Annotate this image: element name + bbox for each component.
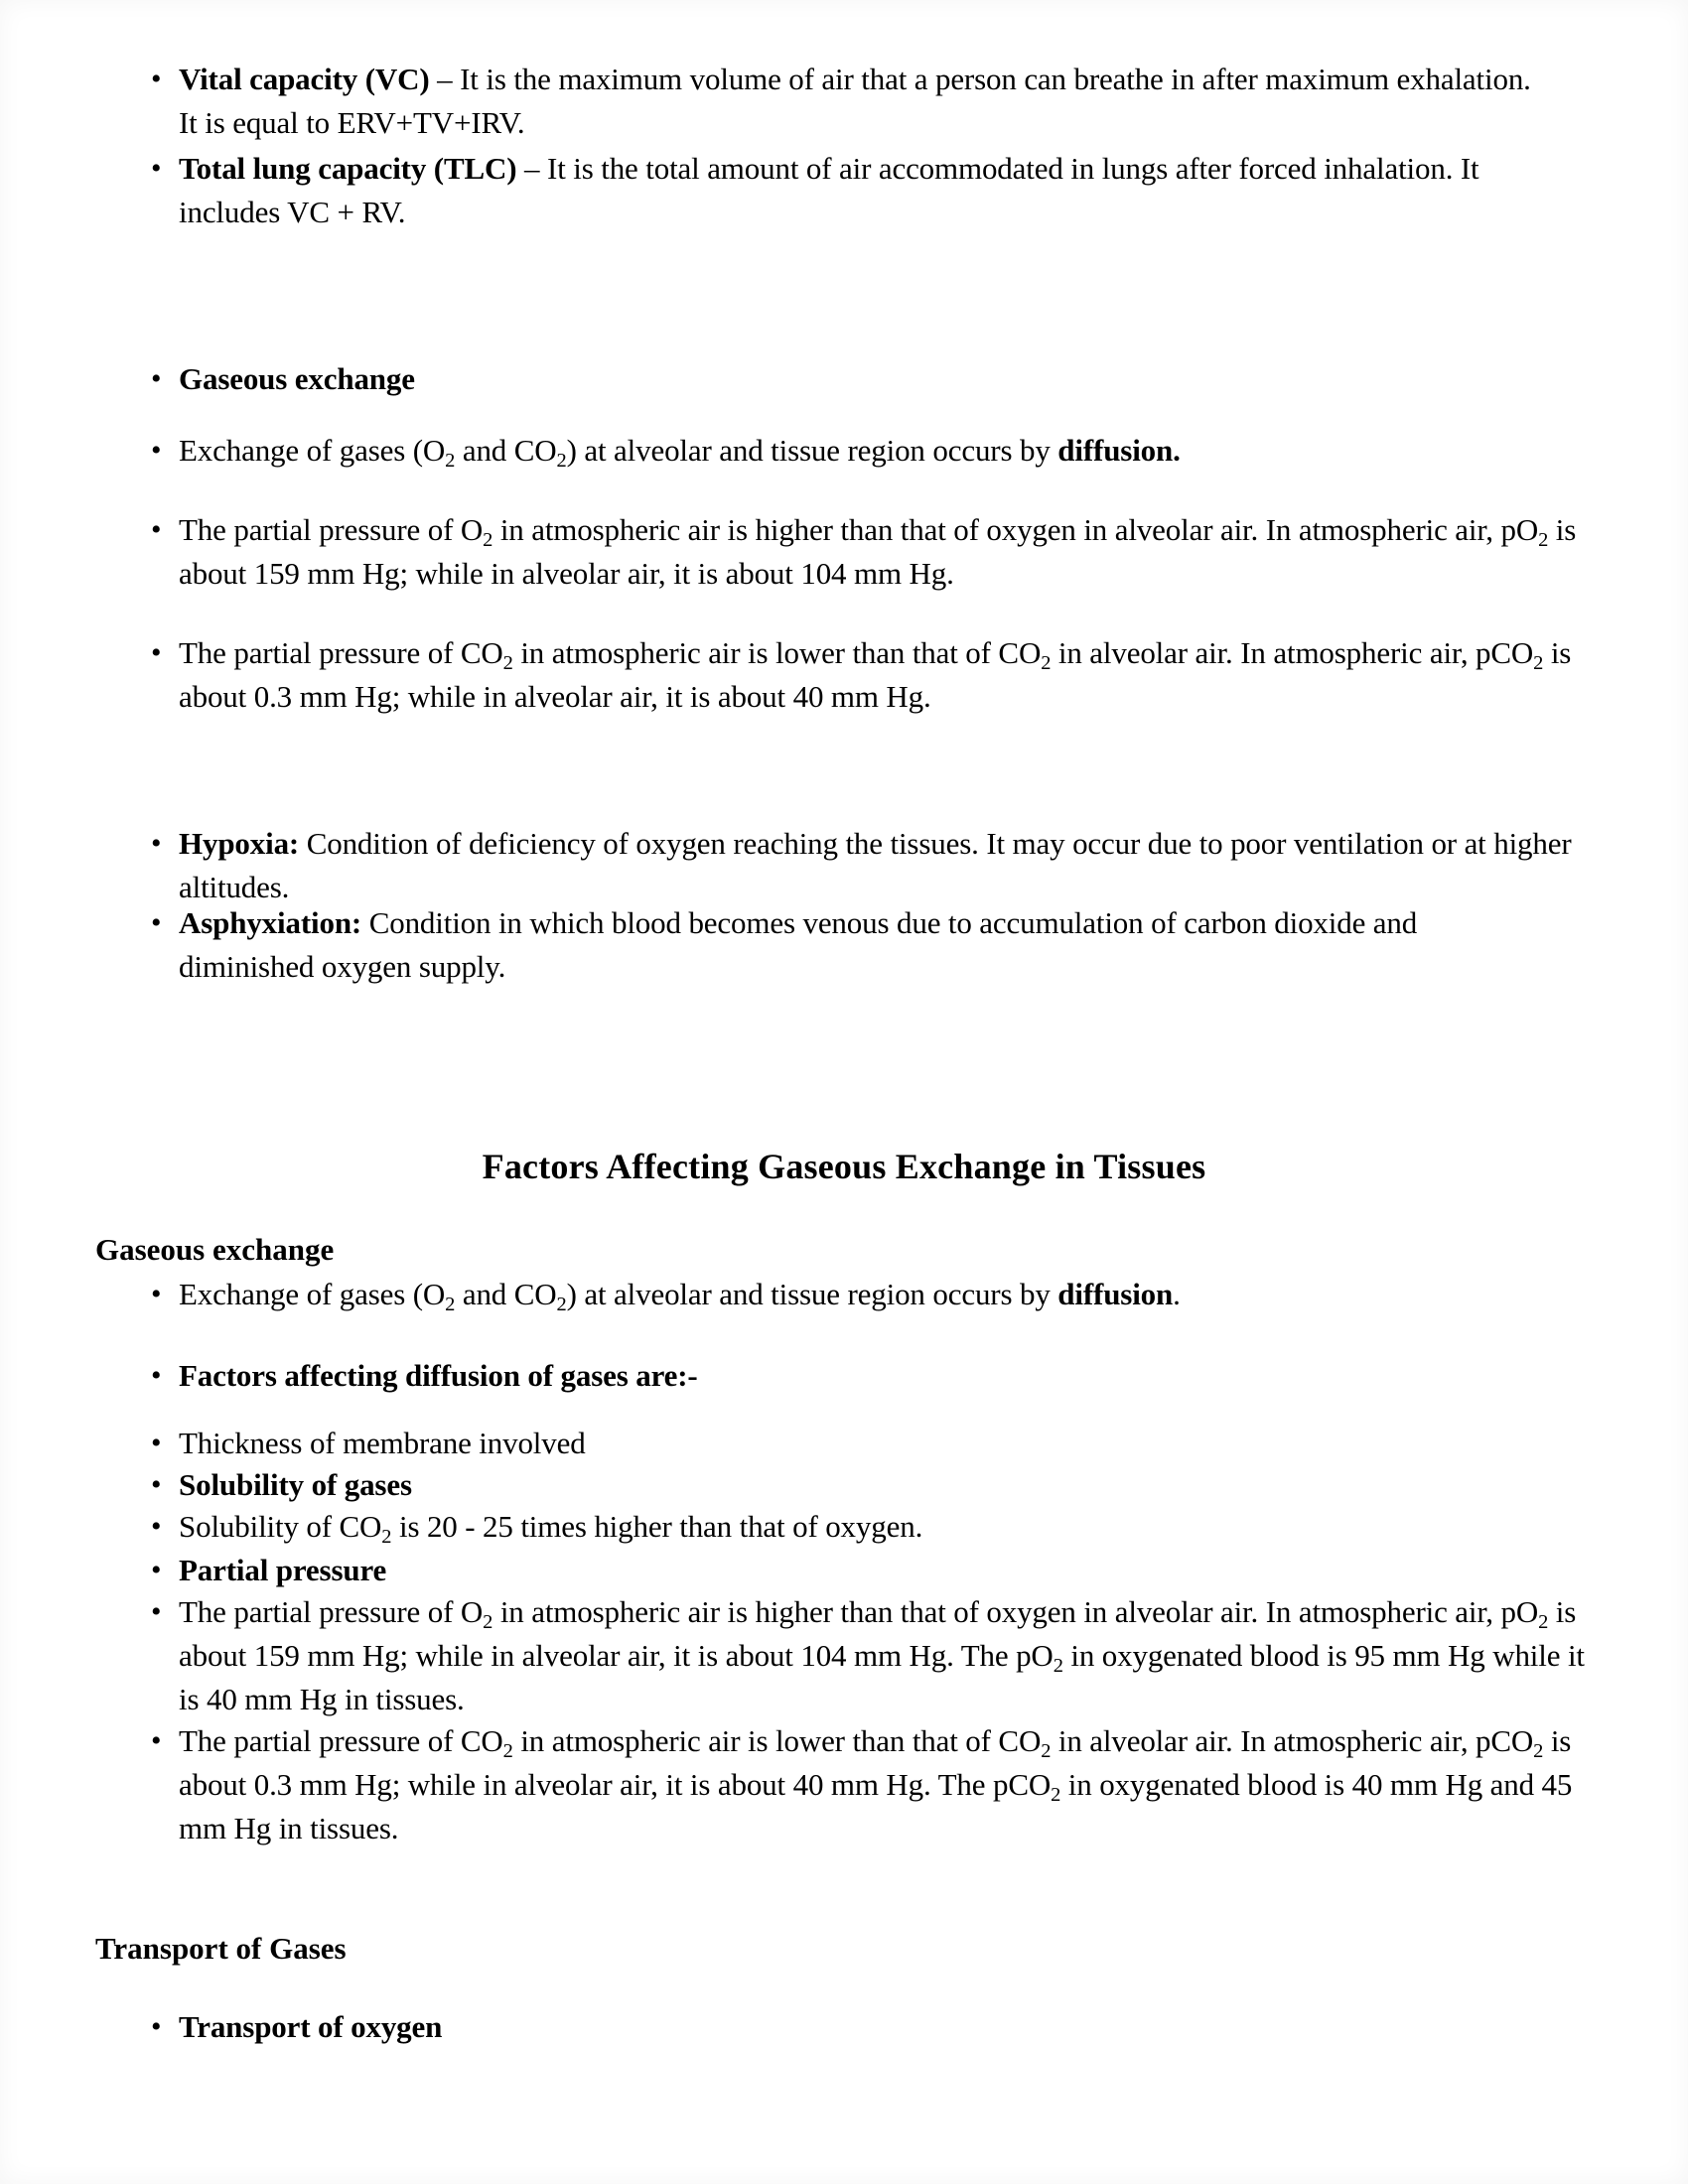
- exchange-of-gases-text: [179, 429, 1442, 473]
- bullet-icon: •: [151, 1427, 162, 1459]
- pco2full-part3: in alveolar air. In atmospheric air, pCO: [1051, 1723, 1534, 1758]
- bullet-icon: •: [151, 63, 162, 95]
- hypoxia-text: [179, 822, 1581, 909]
- subscript-two: 2: [556, 450, 567, 473]
- solubility-of-gases-label: Solubility of gases: [179, 1467, 412, 1502]
- exchange-mid: and CO: [455, 433, 557, 468]
- partial-pressure-heading-label: Partial pressure: [179, 1553, 387, 1587]
- po2full-part3: is about 159 mm Hg; while in alveolar air, it is about 104 mm Hg. The pO: [179, 1594, 1577, 1673]
- po2full-part2: in atmospheric air is higher than that of oxygen in alveolar air. In atmospheric air, pO: [492, 1594, 1539, 1629]
- exchange-pre: Exchange of gases (O: [179, 433, 446, 468]
- subscript-two: 2: [1533, 652, 1544, 675]
- pco2full-part1: The partial pressure of CO: [179, 1723, 503, 1758]
- total-lung-capacity-term: Total lung capacity (TLC): [179, 151, 517, 186]
- subscript-two: 2: [1041, 1740, 1052, 1763]
- bullet-icon: •: [151, 827, 162, 860]
- list-item-hypoxia: [151, 822, 1581, 909]
- vital-capacity-term: Vital capacity (VC): [179, 62, 430, 96]
- po2-part2: in atmospheric air is higher than that of oxygen in alveolar air. In atmospheric air, pO: [492, 512, 1539, 547]
- po2-part1: The partial pressure of O: [179, 512, 484, 547]
- vital-capacity-body: It is the maximum volume of air that a person can breathe in after maximum exhalation. It is equal to ERV+TV+IRV.: [179, 62, 1531, 140]
- transport-of-oxygen-label: Transport of oxygen: [179, 2009, 443, 2044]
- list-item-partial-pressure-heading: [151, 1549, 1045, 1592]
- list-item-solubility-co2: [151, 1505, 1243, 1549]
- bullet-icon: •: [151, 636, 162, 669]
- exchange2-mid: and CO: [455, 1277, 557, 1311]
- asphyxiation-term: Asphyxiation:: [179, 905, 362, 940]
- po2full-part1: The partial pressure of O: [179, 1594, 484, 1629]
- list-item-total-lung-capacity: [151, 147, 1581, 234]
- subscript-two: 2: [381, 1526, 392, 1549]
- list-item-exchange-of-gases: [151, 429, 1442, 473]
- po2-part3: is about 159 mm Hg; while in alveolar air, it is about 104 mm Hg.: [179, 512, 1577, 591]
- list-item-vital-capacity: [151, 58, 1551, 145]
- pco2-full-text: [179, 1719, 1591, 1850]
- solubility-co2-text: [179, 1505, 1243, 1549]
- factors-intro-label: Factors affecting diffusion of gases are:-: [179, 1358, 698, 1393]
- bullet-icon: •: [151, 1359, 162, 1392]
- list-item-gaseous-exchange-heading: [151, 357, 1045, 401]
- pco2full-part5: in oxygenated blood is 40 mm Hg and 45 mm Hg in tissues.: [179, 1767, 1573, 1845]
- pco2-part4: is about 0.3 mm Hg; while in alveolar air, it is about 40 mm Hg.: [179, 635, 1572, 714]
- subscript-two: 2: [1053, 1655, 1063, 1678]
- bullet-icon: •: [151, 152, 162, 185]
- list-item-asphyxiation: [151, 901, 1541, 989]
- diffusion-term: diffusion.: [1057, 433, 1181, 468]
- hypoxia-term: Hypoxia:: [179, 826, 300, 861]
- exchange2-post: ) at alveolar and tissue region occurs by: [566, 1277, 1058, 1311]
- bullet-icon: •: [151, 434, 162, 467]
- list-item-thickness-of-membrane: [151, 1422, 1045, 1465]
- pco2-part1: The partial pressure of CO: [179, 635, 503, 670]
- total-lung-capacity-body: It is the total amount of air accommodated in lungs after forced inhalation. It includes VC + RV.: [179, 151, 1479, 229]
- subscript-two: 2: [483, 529, 493, 552]
- asphyxiation-text: [179, 901, 1541, 989]
- list-item-pco2-partial-pressure: [151, 631, 1591, 719]
- section-heading-transport-of-gases: Transport of Gases: [95, 1931, 347, 1966]
- bullet-icon: •: [151, 1554, 162, 1586]
- bullet-icon: •: [151, 513, 162, 546]
- subscript-two: 2: [483, 1611, 493, 1634]
- po2full-part4: in oxygenated blood is 95 mm Hg while it is 40 mm Hg in tissues.: [179, 1638, 1585, 1716]
- solubility-post: is 20 - 25 times higher than that of oxygen.: [391, 1509, 923, 1544]
- diffusion-term: diffusion: [1057, 1277, 1174, 1311]
- exchange2-tail: .: [1173, 1277, 1181, 1311]
- subscript-two: 2: [1533, 1740, 1544, 1763]
- list-item-po2-partial-pressure: [151, 508, 1586, 596]
- hypoxia-body: Condition of deficiency of oxygen reaching the tissues. It may occur due to poor ventilation or at higher altitudes.: [179, 826, 1572, 904]
- exchange2-pre: Exchange of gases (O: [179, 1277, 446, 1311]
- page-title: Factors Affecting Gaseous Exchange in Tissues: [482, 1147, 1206, 1186]
- bullet-icon: •: [151, 1468, 162, 1501]
- subscript-two: 2: [1041, 652, 1052, 675]
- bullet-icon: •: [151, 2010, 162, 2043]
- subscript-two: 2: [1051, 1784, 1061, 1807]
- subscript-two: 2: [445, 450, 456, 473]
- po2-full-text: [179, 1590, 1586, 1721]
- solubility-pre: Solubility of CO: [179, 1509, 382, 1544]
- list-item-po2-full: [151, 1590, 1586, 1721]
- subscript-two: 2: [556, 1294, 567, 1316]
- subscript-two: 2: [1538, 529, 1549, 552]
- asphyxiation-body: Condition in which blood becomes venous due to accumulation of carbon dioxide and diminished oxygen supply.: [179, 905, 1418, 984]
- list-item-factors-intro: [151, 1354, 1144, 1398]
- bullet-icon: •: [151, 1724, 162, 1757]
- vital-capacity-dash: –: [429, 62, 461, 96]
- pco2full-part4: is about 0.3 mm Hg; while in alveolar air, it is about 40 mm Hg. The pCO: [179, 1723, 1572, 1802]
- pco2-part3: in alveolar air. In atmospheric air, pCO: [1051, 635, 1534, 670]
- exchange-post: ) at alveolar and tissue region occurs by: [566, 433, 1058, 468]
- thickness-of-membrane-label: Thickness of membrane involved: [179, 1426, 586, 1460]
- exchange-of-gases-2-text: [179, 1273, 1442, 1316]
- vital-capacity-text: [179, 58, 1551, 145]
- subscript-two: 2: [445, 1294, 456, 1316]
- list-item-transport-of-oxygen: [151, 2005, 1045, 2049]
- gaseous-exchange-heading-label: Gaseous exchange: [179, 361, 415, 396]
- total-lung-capacity-text: [179, 147, 1581, 234]
- subscript-two: 2: [1538, 1611, 1549, 1634]
- section-heading-gaseous-exchange: Gaseous exchange: [95, 1232, 335, 1267]
- bullet-icon: •: [151, 1278, 162, 1310]
- bullet-icon: •: [151, 906, 162, 939]
- pco2-paragraph-text: [179, 631, 1591, 719]
- subscript-two: 2: [502, 652, 513, 675]
- pco2-part2: in atmospheric air is lower than that of CO: [512, 635, 1042, 670]
- list-item-exchange-of-gases-2: [151, 1273, 1442, 1316]
- bullet-icon: •: [151, 1595, 162, 1628]
- pco2full-part2: in atmospheric air is lower than that of CO: [512, 1723, 1042, 1758]
- total-lung-capacity-dash: –: [516, 151, 548, 186]
- bullet-icon: •: [151, 362, 162, 395]
- list-item-pco2-full: [151, 1719, 1591, 1850]
- subscript-two: 2: [502, 1740, 513, 1763]
- list-item-solubility-of-gases: [151, 1463, 1045, 1507]
- bullet-icon: •: [151, 1510, 162, 1543]
- po2-paragraph-text: [179, 508, 1586, 596]
